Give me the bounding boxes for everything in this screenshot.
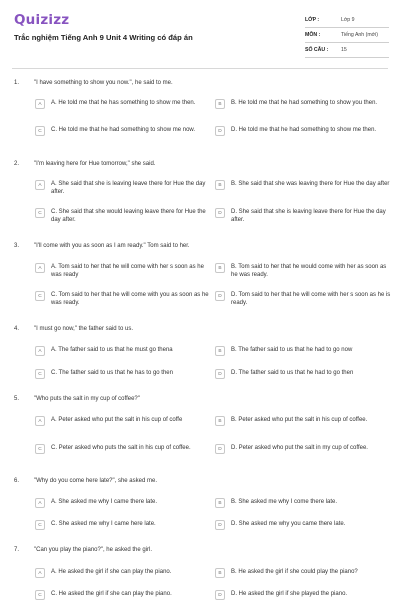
option-letter-b: B bbox=[215, 498, 225, 508]
option-letter-b: B bbox=[215, 180, 225, 190]
question-number: 1. bbox=[14, 80, 20, 86]
option-text: B. Tom said to her that he would come with her as soon as he was ready. bbox=[231, 264, 387, 279]
meta-row-question-count bbox=[305, 44, 389, 58]
option-letter-a: A bbox=[35, 99, 45, 109]
option-letter-c: C bbox=[35, 291, 45, 301]
option-text: A. He told me that he has something to show me then. bbox=[51, 100, 196, 106]
worksheet-title: Trắc nghiệm Tiếng Anh 9 Unit 4 Writing có đáp án bbox=[14, 33, 193, 42]
question-text: "Why do you come here late?", she asked me. bbox=[34, 478, 157, 484]
option-text: B. She asked me why I come there late. bbox=[231, 499, 338, 505]
option-text: B. She said that she was leaving there for Hue the day after bbox=[231, 181, 390, 187]
header-divider bbox=[12, 68, 388, 69]
option-letter-a: A bbox=[35, 263, 45, 273]
question-number: 5. bbox=[14, 396, 20, 402]
option-text: A. Peter asked who put the salt in his cup of coffe bbox=[51, 417, 183, 423]
question-number: 7. bbox=[14, 547, 20, 553]
quizizz-logo: Quizizz bbox=[14, 12, 70, 28]
option-letter-d: D bbox=[215, 590, 225, 600]
question-number: 4. bbox=[14, 326, 20, 332]
option-text: B. The father said to us that he had to go now bbox=[231, 347, 353, 353]
question-text: "I have something to show you now.", he said to me. bbox=[34, 80, 173, 86]
option-text: C. The father said to us that he has to go then bbox=[51, 370, 173, 376]
question-number: 6. bbox=[14, 478, 20, 484]
option-letter-b: B bbox=[215, 263, 225, 273]
option-letter-d: D bbox=[215, 369, 225, 379]
worksheet-header bbox=[0, 0, 400, 73]
option-text: C. Peter asked who puts the salt in his cup of coffee. bbox=[51, 445, 191, 451]
option-letter-c: C bbox=[35, 444, 45, 454]
option-text: D. He asked the girl if she played the piano. bbox=[231, 591, 348, 597]
option-letter-d: D bbox=[215, 208, 225, 218]
option-letter-b: B bbox=[215, 416, 225, 426]
option-letter-a: A bbox=[35, 180, 45, 190]
option-text: C. She asked me why I came here late. bbox=[51, 521, 156, 527]
option-text: C. He asked the girl if she can play the piano. bbox=[51, 591, 172, 597]
option-text: C. She said that she would leaving leave there for Hue the day after. bbox=[51, 209, 206, 224]
meta-label: SỐ CÂU : bbox=[305, 47, 329, 53]
meta-label: MÔN : bbox=[305, 32, 321, 38]
meta-value: Lớp 9 bbox=[341, 17, 355, 23]
question-text: "I must go now," the father said to us. bbox=[34, 326, 133, 332]
option-text: D. He told me that he had something to show me then. bbox=[231, 127, 377, 133]
question-text: "Can you play the piano?", he asked the girl. bbox=[34, 547, 153, 553]
option-letter-c: C bbox=[35, 208, 45, 218]
option-letter-a: A bbox=[35, 568, 45, 578]
option-letter-a: A bbox=[35, 346, 45, 356]
option-letter-c: C bbox=[35, 520, 45, 530]
meta-row-subject bbox=[305, 29, 389, 43]
meta-value: Tiếng Anh (mới) bbox=[341, 32, 378, 38]
option-letter-d: D bbox=[215, 520, 225, 530]
question-number: 3. bbox=[14, 243, 20, 249]
option-letter-b: B bbox=[215, 99, 225, 109]
option-text: A. She asked me why I came there late. bbox=[51, 499, 158, 505]
option-text: B. He told me that he had something to show you then. bbox=[231, 100, 378, 106]
option-text: B. He asked the girl if she could play the piano? bbox=[231, 569, 358, 575]
question-text: "I'll come with you as soon as I am ready." Tom said to her. bbox=[34, 243, 190, 249]
option-text: B. Peter asked who put the salt in his cup of coffee. bbox=[231, 417, 368, 423]
option-letter-b: B bbox=[215, 346, 225, 356]
option-text: C. Tom said to her that he will come with you as soon as he was ready. bbox=[51, 292, 209, 307]
option-text: D. The father said to us that he had to go then bbox=[231, 370, 354, 376]
option-text: A. Tom said to her that he will come with her s soon as he was ready bbox=[51, 264, 204, 279]
option-letter-c: C bbox=[35, 590, 45, 600]
option-letter-d: D bbox=[215, 444, 225, 454]
option-letter-d: D bbox=[215, 291, 225, 301]
option-letter-c: C bbox=[35, 126, 45, 136]
option-letter-b: B bbox=[215, 568, 225, 578]
question-text: "I'm leaving here for Hue tomorrow," she said. bbox=[34, 161, 156, 167]
meta-value: 15 bbox=[341, 47, 347, 53]
option-text: C. He told me that he had something to show me now. bbox=[51, 127, 196, 133]
option-letter-c: C bbox=[35, 369, 45, 379]
option-letter-a: A bbox=[35, 498, 45, 508]
option-text: A. She said that she is leaving leave there for Hue the day after. bbox=[51, 181, 206, 196]
option-letter-a: A bbox=[35, 416, 45, 426]
option-text: D. She said that she is leaving leave there for Hue the day after. bbox=[231, 209, 386, 224]
option-text: D. She asked me why you came there late. bbox=[231, 521, 346, 527]
meta-row-class bbox=[305, 14, 389, 28]
option-text: A. He asked the girl if she can play the piano. bbox=[51, 569, 172, 575]
meta-label: LỚP : bbox=[305, 17, 320, 23]
option-letter-d: D bbox=[215, 126, 225, 136]
option-text: A. The father said to us that he must go thena bbox=[51, 347, 173, 353]
question-number: 2. bbox=[14, 161, 20, 167]
option-text: D. Peter asked who put the salt in my cup of coffee. bbox=[231, 445, 368, 451]
question-text: "Who puts the salt in my cup of coffee?" bbox=[34, 396, 140, 402]
option-text: D. Tom said to her that he will come with her s soon as he is ready. bbox=[231, 292, 391, 307]
